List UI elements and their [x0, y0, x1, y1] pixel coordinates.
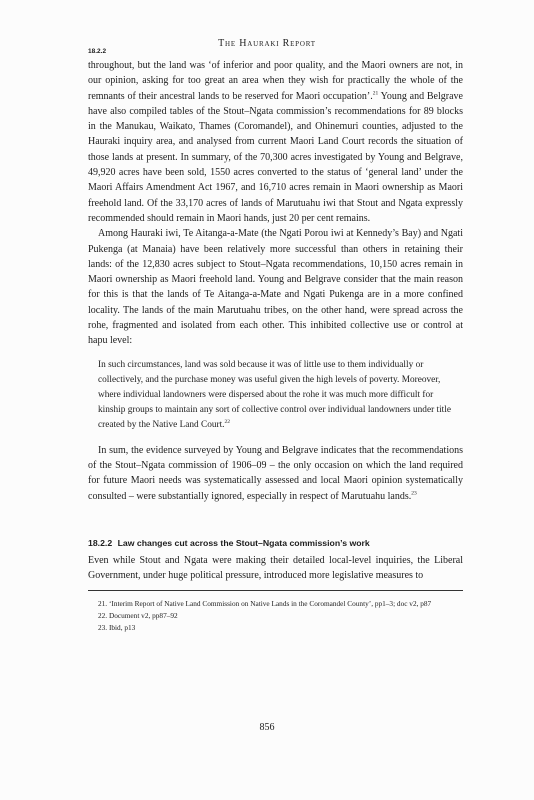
footnote-ref-23: 23 [411, 490, 417, 497]
footnote-number: 21. [98, 599, 108, 608]
paragraph-3-text: In sum, the evidence surveyed by Young and Belgrave indicates that the recommendations of the Stout–Ngata commission of 1906–09 – the only occasion on which the land required for future Maori needs was systematically assessed and local Maori opinion systematically consulted – were substantially ignored, especially in respect of Marutuahu lands. [88, 444, 463, 502]
running-head: The Hauraki Report [218, 38, 316, 49]
block-quote-text: In such circumstances, land was sold because it was of little use to them individually or collectively, and the purchase money was useful given the high levels of poverty. Moreover, where individual landowners were dispersed about the rohe it was much more difficult for kinship groups to maintain any sort of collective control over individual landowners under title created by the Native Land Court. [98, 359, 451, 431]
section-marker: 18.2.2 [88, 48, 107, 55]
footnote-text: ‘Interim Report of Native Land Commission on Native Lands in the Coromandel County’, pp1–3; doc v2, p87 [108, 599, 432, 608]
footnote-ref-22: 22 [224, 419, 230, 426]
paragraph-1 [88, 58, 463, 226]
body-text [88, 58, 463, 504]
footnote [88, 622, 463, 634]
paragraph-1-text: throughout, but the land was ‘of inferior and poor quality, and the Maori owners are not, in our opinion, asking for too great an area when they wish for practically the whole of the remnants of their ancestral lands to be reserved for Maori occupation’. [88, 60, 463, 102]
section-heading [88, 538, 463, 548]
footnote-number: 22. [98, 611, 108, 620]
footnote-number: 23. [98, 623, 108, 632]
footnotes [88, 598, 463, 634]
section-paragraph: Even while Stout and Ngata were making their detailed local-level inquiries, the Liberal Government, under huge political pressure, introduced more legislative measures to [88, 555, 463, 582]
footnote-divider [88, 590, 463, 591]
section-heading-title: Law changes cut across the Stout–Ngata commission’s work [117, 538, 370, 548]
block-quote [98, 358, 463, 434]
section-heading-number: 18.2.2 [88, 538, 113, 548]
footnote [88, 610, 463, 622]
footnote-ref-21: 21 [372, 90, 379, 97]
footnote-text: Document v2, pp87–92 [108, 611, 178, 620]
footnote-text: Ibid, p13 [108, 623, 136, 632]
paragraph-2: Among Hauraki iwi, Te Aitanga-a-Mate (the Ngati Porou iwi at Kennedy’s Bay) and Ngati Pukenga (at Manaia) have been relatively more successful than others in retaining their lands: of the 12,830 acres subject to Stout–Ngata recommendations, 10,150 acres remain in Maori ownership as Maori freehold land. Young and Belgrave consider that the main reason for this is that the lands of Te Aitanga-a-Mate and Ngati Pukenga are in a more confined locality. The lands of the main Marutuahu tribes, on the other hand, were spread across the rohe, fragmented and isolated from each other. This inhibited collective use or control at hapu level: [88, 228, 463, 347]
paragraph-3 [88, 443, 463, 504]
page-number: 856 [259, 722, 275, 733]
paragraph-1-tail: Young and Belgrave have also compiled tables of the Stout–Ngata commission’s recommendations for 89 blocks in the Manukau, Waikato, Thames (Coromandel), and Ohinemuri counties, adjusted to the Hauraki inquiry area, and analysed from current Maori Land Court records the situation of those lands at present. In summary, of the 70,300 acres investigated by Young and Belgrave, 49,920 acres have been sold, 1550 acres converted to the status of ‘general land’ under the Maori Affairs Amendment Act 1967, and 16,710 acres remain in Maori ownership as Maori freehold land. Of the 33,170 acres of lands of Marutuahu iwi that Stout and Ngata expressly recommended should remain in Maori hands, just 20 per cent remains. [88, 90, 463, 224]
footnote [88, 598, 463, 610]
